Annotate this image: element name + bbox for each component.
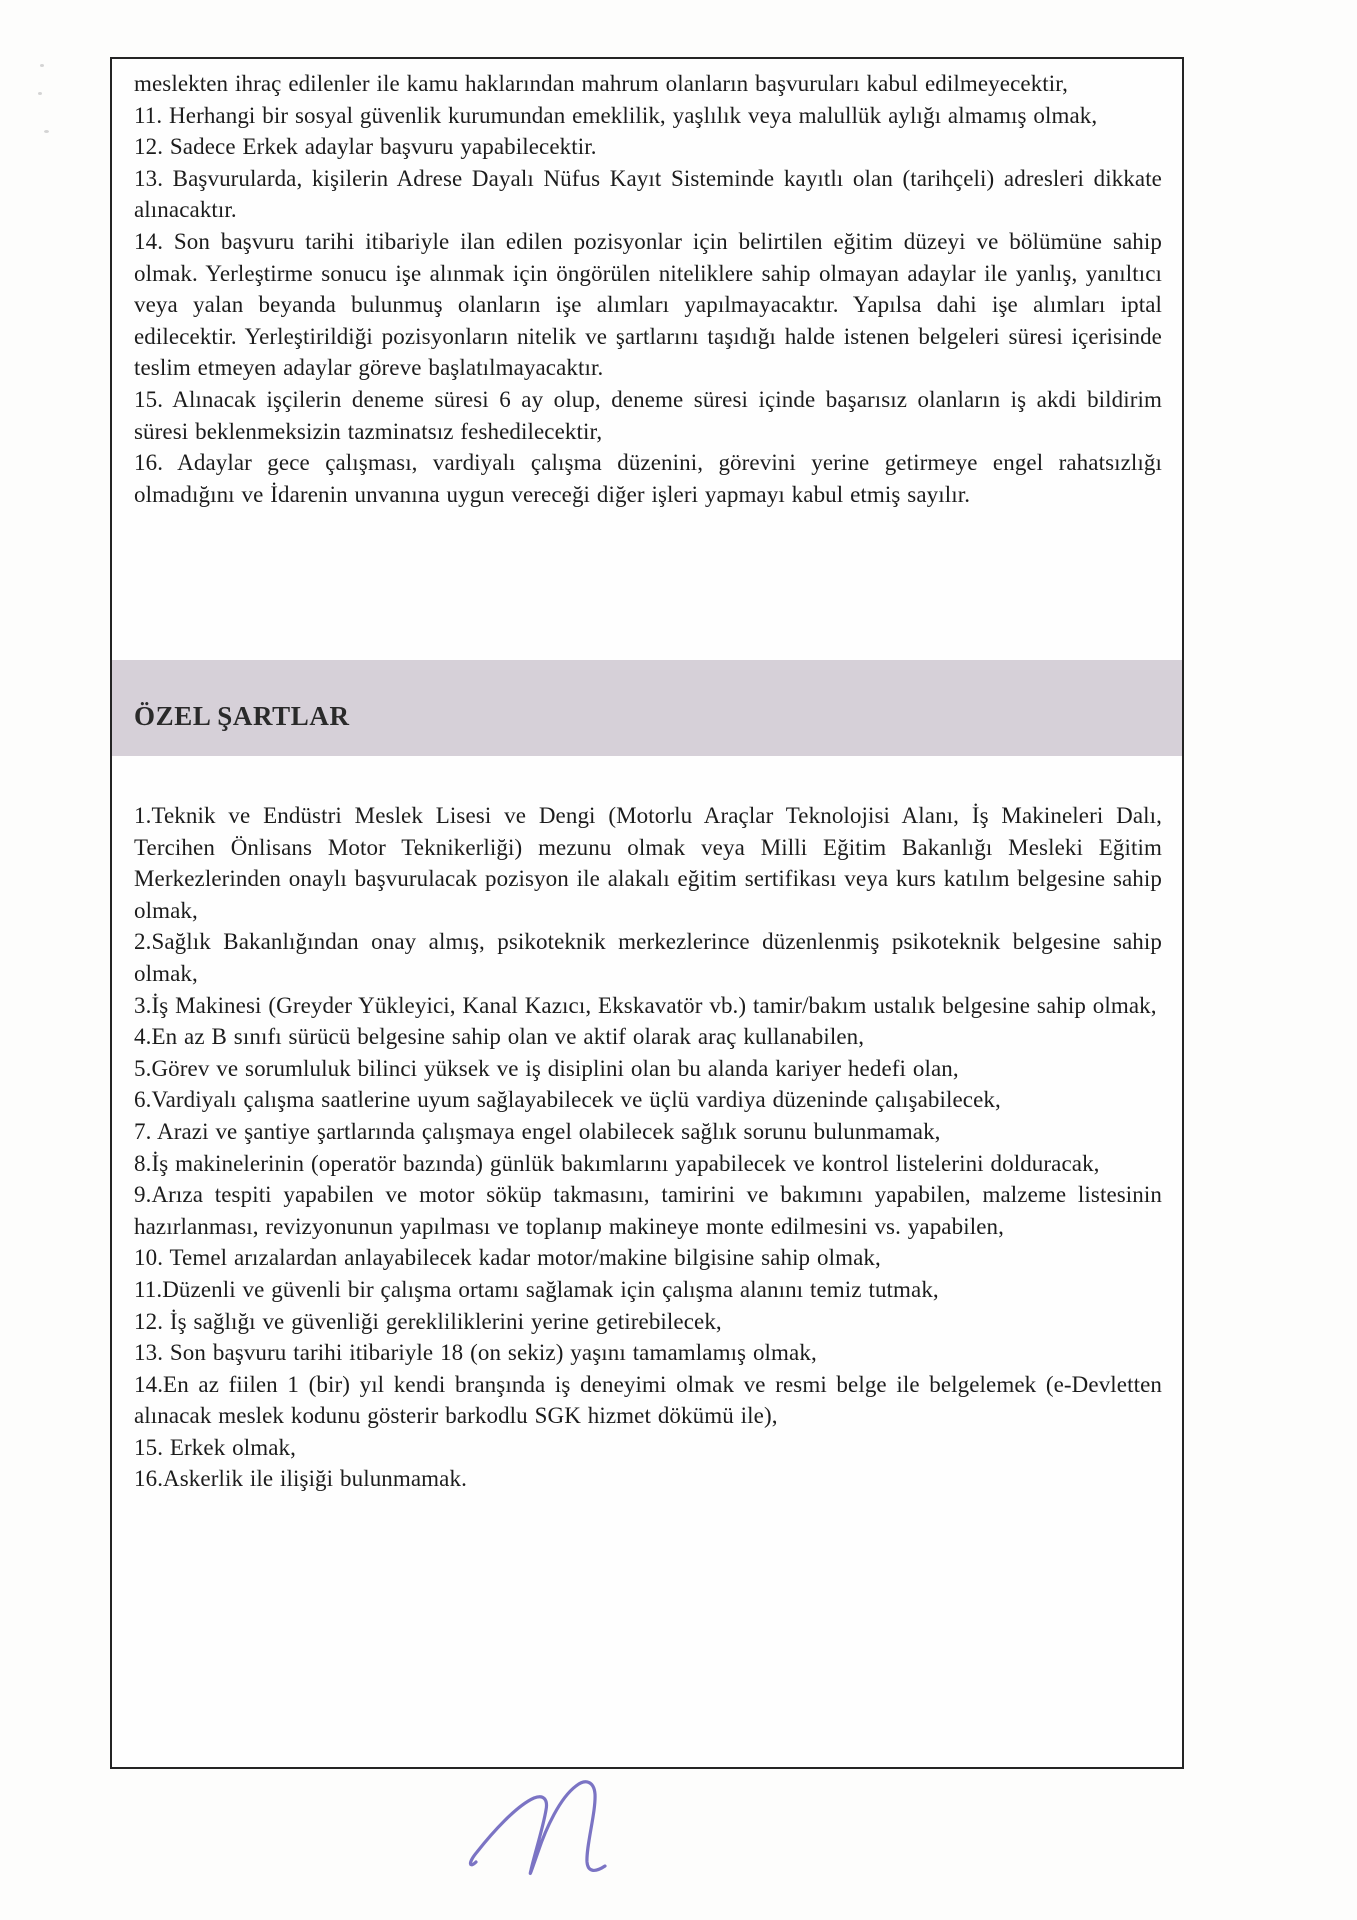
general-conditions-section xyxy=(134,68,1162,510)
list-item: meslekten ihraç edilenler ile kamu haklarından mahrum olanların başvuruları kabul edilmeyecektir, xyxy=(134,71,1068,96)
list-item: 5.Görev ve sorumluluk bilinci yüksek ve iş disiplini olan bu alanda kariyer hedefi olan, xyxy=(134,1055,959,1081)
list-item: 4.En az B sınıfı sürücü belgesine sahip olan ve aktif olarak araç kullanabilen, xyxy=(134,1024,865,1050)
list-item: 14. Son başvuru tarihi itibariyle ilan edilen pozisyonlar için belirtilen eğitim düzeyi ve bölümüne sahip olmak. Yerleştirme sonucu işe alınmak için öngörülen niteliklere sahip olmayan adaylar ile yanlış, yanıltıcı veya yalan beyanda bulunmuş olanların işe alımları yapılmayacaktır. Yapılsa dahi işe alımları iptal edilecektir. Yerleştirildiği pozisyonların nitelik ve şartlarını taşıdığı halde istenen belgeleri süresi içerisinde teslim etmeyen adaylar göreve başlatılmayacaktır. xyxy=(134,228,1162,381)
list-item: 8.İş makinelerinin (operatör bazında) günlük bakımlarını yapabilecek ve kontrol listelerini dolduracak, xyxy=(134,1150,1100,1176)
scan-speckle xyxy=(38,92,42,95)
list-item: 13. Son başvuru tarihi itibariyle 18 (on sekiz) yaşını tamamlamış olmak, xyxy=(134,1340,817,1366)
list-item: 11. Herhangi bir sosyal güvenlik kurumundan emeklilik, yaşlılık veya malullük aylığı almamış olmak, xyxy=(134,102,1098,128)
list-item: 10. Temel arızalardan anlayabilecek kadar motor/makine bilgisine sahip olmak, xyxy=(134,1245,881,1271)
list-item: 6.Vardiyalı çalışma saatlerine uyum sağlayabilecek ve üçlü vardiya düzeninde çalışabilecek, xyxy=(134,1087,1001,1113)
special-conditions-section xyxy=(134,800,1162,1495)
list-item: 12. İş sağlığı ve güvenliği gerekliliklerini yerine getirebilecek, xyxy=(134,1308,722,1334)
list-item: 7. Arazi ve şantiye şartlarında çalışmaya engel olabilecek sağlık sorunu bulunmamak, xyxy=(134,1118,941,1144)
list-item: 1.Teknik ve Endüstri Meslek Lisesi ve Dengi (Motorlu Araçlar Teknolojisi Alanı, İş Makineleri Dalı, Tercihen Önlisans Motor Teknikerliği) mezunu olmak veya Milli Eğitim Bakanlığı Mesleki Eğitim Merkezlerinden onaylı başvurulacak pozisyon ile alakalı eğitim sertifikası veya kurs katılım belgesine sahip olmak, xyxy=(134,803,1162,923)
list-item: 13. Başvurularda, kişilerin Adrese Dayalı Nüfus Kayıt Sisteminde kayıtlı olan (tarihçeli) adresleri dikkate alınacaktır. xyxy=(134,165,1162,223)
special-conditions-header-bar xyxy=(112,660,1182,756)
document-border-box xyxy=(110,57,1184,1769)
list-item: 11.Düzenli ve güvenli bir çalışma ortamı sağlamak için çalışma alanını temiz tutmak, xyxy=(134,1276,939,1302)
list-item: 15. Alınacak işçilerin deneme süresi 6 ay olup, deneme süresi içinde başarısız olanların iş akdi bildirim süresi beklenmeksizin tazminatsız feshedilecektir, xyxy=(134,386,1162,444)
list-item: 14.En az fiilen 1 (bir) yıl kendi branşında iş deneyimi olmak ve resmi belge ile belgelemek (e-Devletten alınacak meslek kodunu gösterir barkodlu SGK hizmet dökümü ile), xyxy=(134,1371,1162,1429)
list-item: 9.Arıza tespiti yapabilen ve motor söküp takmasını, tamirini ve bakımını yapabilen, malzeme listesinin hazırlanması, revizyonunun yapılması ve toplanıp makineye monte edilmesini vs. yapabilen, xyxy=(134,1182,1162,1239)
list-item: 2.Sağlık Bakanlığından onay almış, psikoteknik merkezlerince düzenlenmiş psikoteknik belgesine sahip olmak, xyxy=(134,929,1162,986)
list-item: 16.Askerlik ile ilişiği bulunmamak. xyxy=(134,1466,467,1492)
list-item: 16. Adaylar gece çalışması, vardiyalı çalışma düzenini, görevini yerine getirmeye engel rahatsızlığı olmadığını ve İdarenin unvanına uygun vereceği diğer işleri yapmayı kabul etmiş sayılır. xyxy=(134,450,1162,507)
list-item: 12. Sadece Erkek adaylar başvuru yapabilecektir. xyxy=(134,134,597,160)
scan-speckle xyxy=(44,130,49,133)
scan-speckle xyxy=(40,64,44,67)
handwritten-signature xyxy=(468,1780,653,1885)
section-title: ÖZEL ŞARTLAR xyxy=(134,700,350,731)
list-item: 15. Erkek olmak, xyxy=(134,1434,297,1460)
list-item: 3.İş Makinesi (Greyder Yükleyici, Kanal Kazıcı, Ekskavatör vb.) tamir/bakım ustalık belgesine sahip olmak, xyxy=(134,992,1157,1018)
